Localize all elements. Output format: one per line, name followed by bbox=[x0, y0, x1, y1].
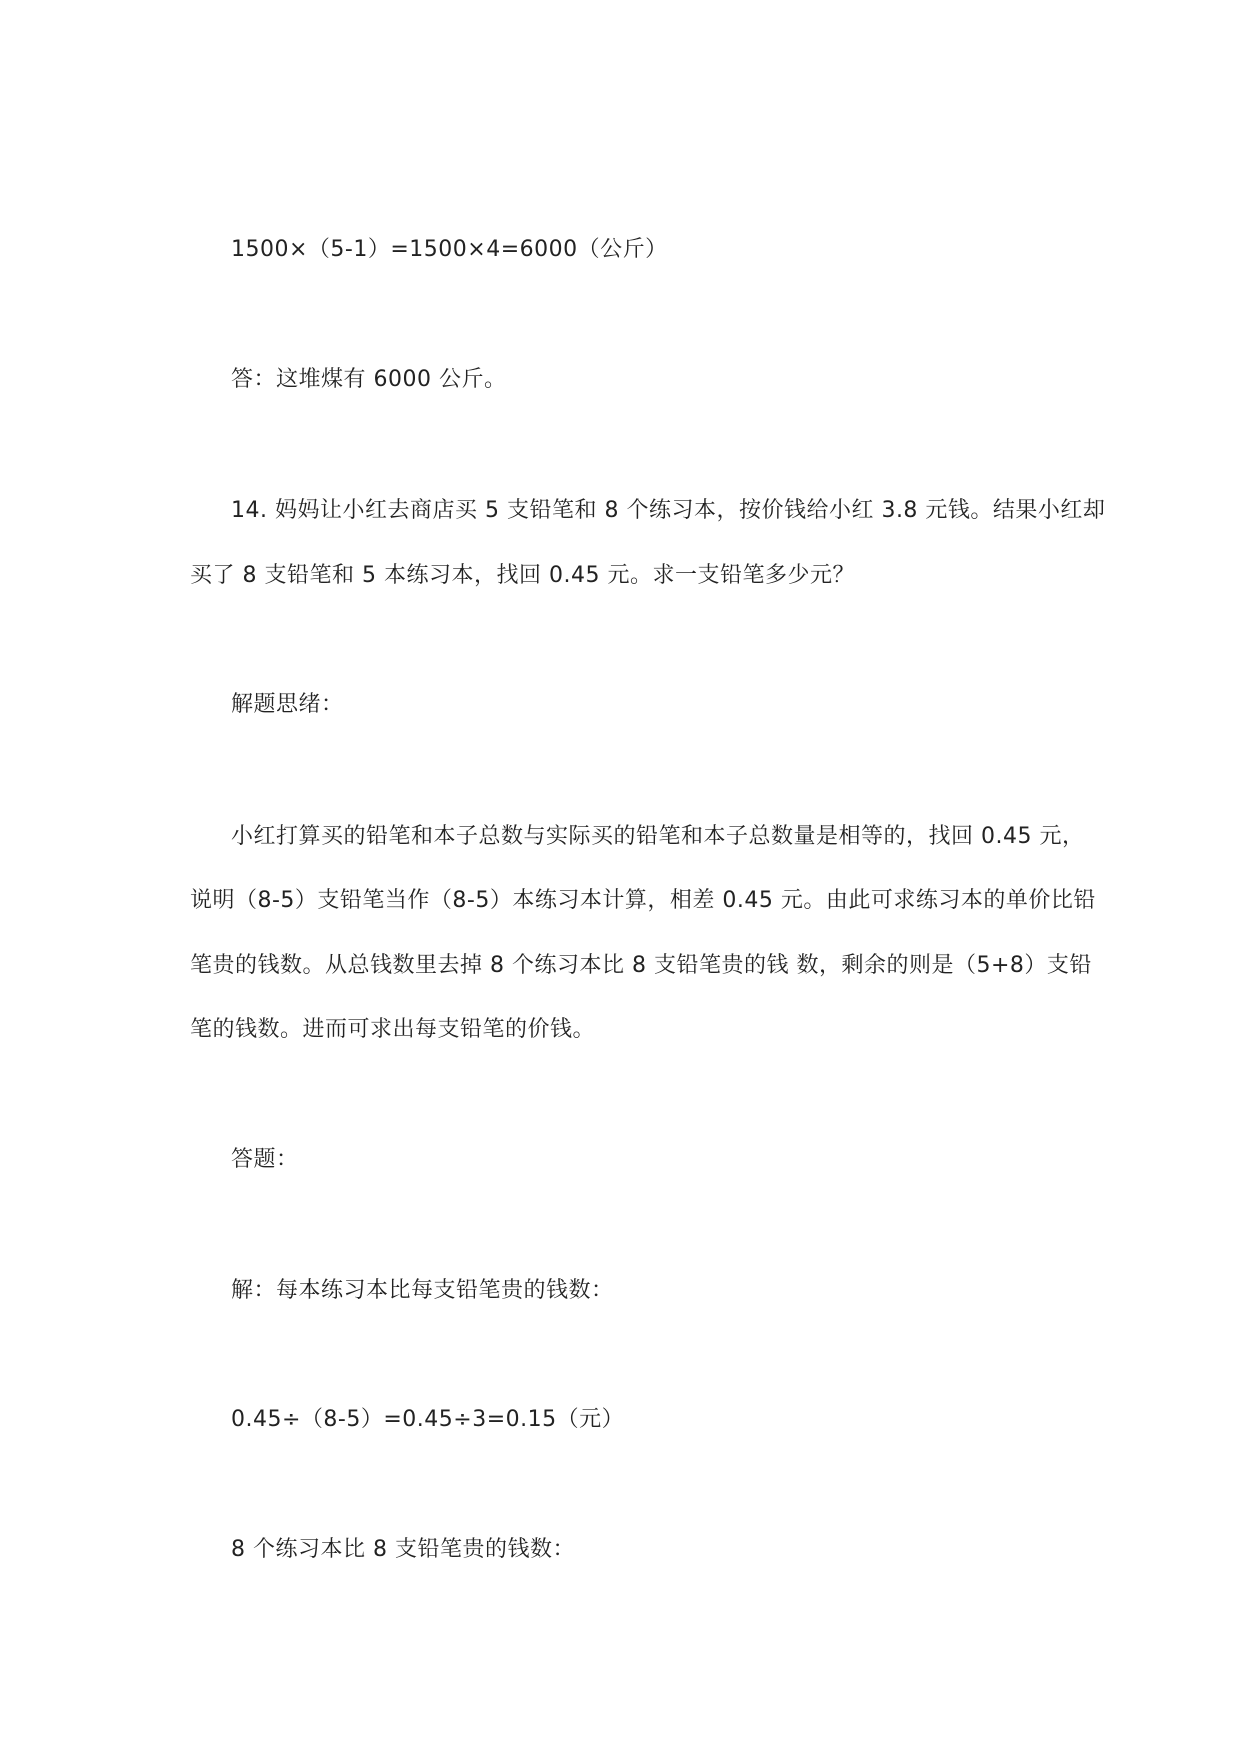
calculation-line: 0.45÷（8-5）=0.45÷3=0.15（元） bbox=[231, 1407, 625, 1432]
approach-paragraph-line-1: 小红打算买的铅笔和本子总数与实际买的铅笔和本子总数量是相等的，找回 0.45 元， bbox=[231, 824, 1085, 849]
solution-approach-heading: 解题思绪： bbox=[231, 692, 344, 717]
approach-paragraph-line-4: 笔的钱数。进而可求出每支铅笔的价钱。 bbox=[190, 1017, 596, 1042]
problem-statement-line-2: 买了 8 支铅笔和 5 本练习本，找回 0.45 元。求一支铅笔多少元？ bbox=[190, 563, 855, 588]
solution-step-2: 8 个练习本比 8 支铅笔贵的钱数： bbox=[231, 1537, 575, 1562]
approach-paragraph-line-3: 笔贵的钱数。从总钱数里去掉 8 个练习本比 8 支铅笔贵的钱 数，剩余的则是（5+8）支铅 bbox=[190, 953, 1092, 978]
calculation-line: 1500×（5-1）=1500×4=6000（公斤） bbox=[231, 237, 668, 262]
solution-step-1: 解：每本练习本比每支铅笔贵的钱数： bbox=[231, 1278, 614, 1303]
answer-line: 答：这堆煤有 6000 公斤。 bbox=[231, 367, 507, 392]
approach-paragraph-line-2: 说明（8-5）支铅笔当作（8-5）本练习本计算，相差 0.45 元。由此可求练习本的单价比铅 bbox=[190, 888, 1096, 913]
answer-heading: 答题： bbox=[231, 1147, 299, 1172]
problem-statement-line-1: 14. 妈妈让小红去商店买 5 支铅笔和 8 个练习本，按价钱给小红 3.8 元钱。结果小红却 bbox=[231, 498, 1106, 523]
